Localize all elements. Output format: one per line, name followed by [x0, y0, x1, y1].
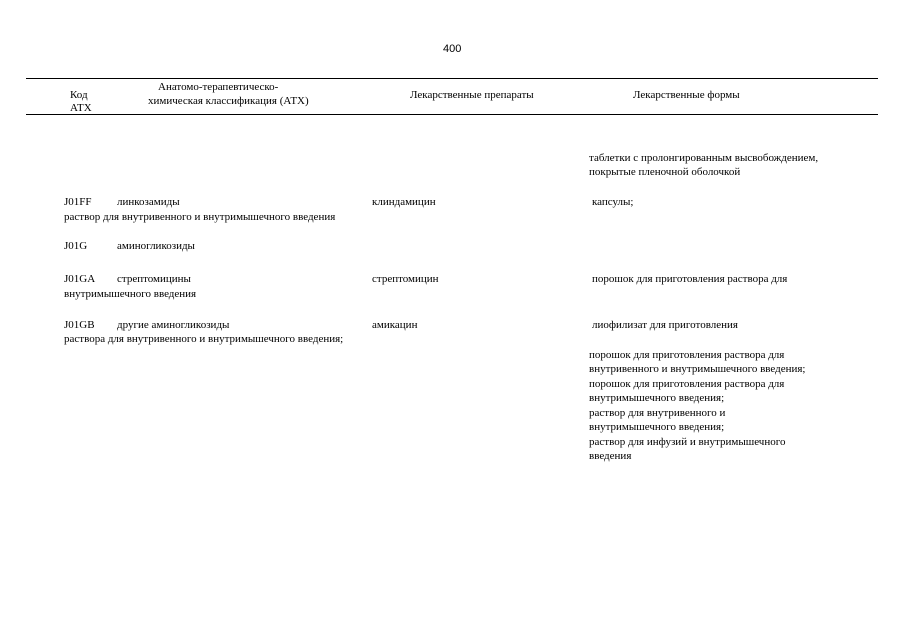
header-col-classification-line1: Анатомо-терапевтическо-: [158, 81, 279, 93]
header-col-code-line2: АТХ: [70, 102, 92, 114]
page-number: 400: [443, 43, 462, 55]
row4-more-line: раствор для инфузий и внутримышечного: [589, 436, 786, 448]
row1-wrap: раствор для внутривенного и внутримышечного введения: [64, 211, 336, 223]
row4-class: другие аминогликозиды: [117, 319, 230, 331]
table-header-bottom-rule: [26, 114, 878, 115]
row2-code: J01G: [64, 240, 88, 252]
row3-form: порошок для приготовления раствора для: [592, 273, 788, 285]
row4-drug: амикацин: [372, 319, 418, 331]
row4-more-line: порошок для приготовления раствора для: [589, 349, 785, 361]
header-col-classification-line2: химическая классификация (АТХ): [148, 95, 309, 107]
header-col-drugs: Лекарственные препараты: [410, 89, 534, 101]
row4-more-line: внутривенного и внутримышечного введения;: [589, 363, 806, 375]
row1-code: J01FF: [64, 196, 92, 208]
row1-form: капсулы;: [592, 196, 634, 208]
row4-more-line: внутримышечного введения;: [589, 392, 725, 404]
table-top-rule: [26, 78, 878, 79]
row2-class: аминогликозиды: [117, 240, 195, 252]
header-col-code-line1: Код: [70, 89, 88, 101]
row4-form: лиофилизат для приготовления: [592, 319, 738, 331]
cont-form-line1: таблетки с пролонгированным высвобождением,: [589, 152, 819, 164]
row4-more-line: введения: [589, 450, 632, 462]
row3-wrap: внутримышечного введения: [64, 288, 197, 300]
row3-class: стрептомицины: [117, 273, 191, 285]
row4-more-line: внутримышечного введения;: [589, 421, 725, 433]
row1-drug: клиндамицин: [372, 196, 436, 208]
cont-form-line2: покрытые пленочной оболочкой: [589, 166, 741, 178]
row1-class: линкозамиды: [117, 196, 180, 208]
row4-more-line: порошок для приготовления раствора для: [589, 378, 785, 390]
row4-code: J01GB: [64, 319, 95, 331]
row3-drug: стрептомицин: [372, 273, 439, 285]
row4-wrap: раствора для внутривенного и внутримышечного введения;: [64, 333, 344, 345]
header-col-forms: Лекарственные формы: [633, 89, 740, 101]
row3-code: J01GA: [64, 273, 96, 285]
row4-more-line: раствор для внутривенного и: [589, 407, 726, 419]
